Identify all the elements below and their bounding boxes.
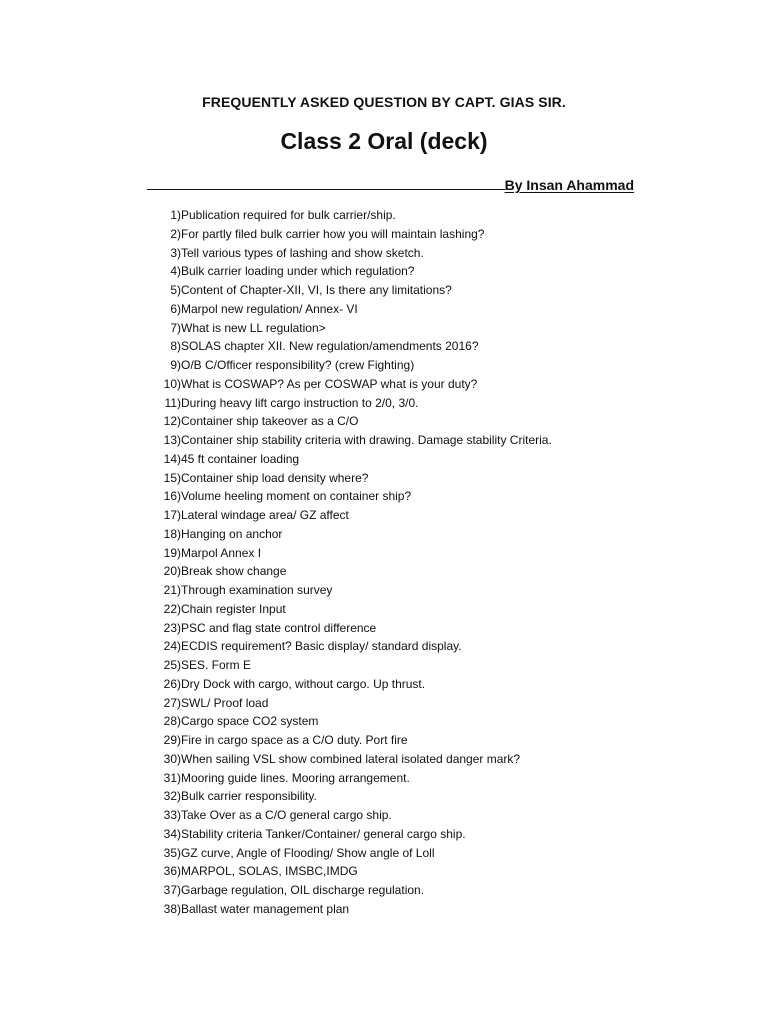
question-number: 11) bbox=[164, 395, 181, 410]
question-text: Marpol new regulation/ Annex- VI bbox=[181, 301, 358, 316]
question-text: Publication required for bulk carrier/ship. bbox=[181, 208, 396, 222]
question-number: 12) bbox=[163, 414, 181, 429]
question-text: MARPOL, SOLAS, IMSBC,IMDG bbox=[181, 864, 358, 879]
question-item bbox=[150, 769, 410, 788]
byline bbox=[133, 176, 634, 193]
question-text: ECDIS requirement? Basic display/ standard display. bbox=[181, 639, 462, 654]
question-number: 7) bbox=[170, 320, 181, 335]
question-text: Volume heeling moment on container ship? bbox=[181, 489, 412, 504]
question-text: Chain register Input bbox=[181, 601, 286, 616]
question-number: 2) bbox=[170, 226, 181, 241]
question-number: 4) bbox=[170, 264, 181, 279]
question-number: 1) bbox=[170, 208, 181, 222]
question-number: 24) bbox=[163, 639, 181, 654]
question-number: 22) bbox=[163, 601, 181, 616]
question-number: 32) bbox=[163, 789, 181, 804]
question-item bbox=[150, 450, 300, 469]
question-number: 19) bbox=[163, 545, 181, 560]
question-text: 45 ft container loading bbox=[181, 451, 300, 466]
question-item bbox=[150, 469, 369, 488]
question-item bbox=[150, 619, 377, 638]
question-number: 10) bbox=[163, 376, 181, 391]
question-text: Tell various types of lashing and show sketch. bbox=[181, 245, 424, 260]
question-item bbox=[150, 656, 252, 675]
question-number: 33) bbox=[163, 808, 181, 822]
question-text: For partly filed bulk carrier how you will maintain lashing? bbox=[181, 226, 485, 241]
question-item bbox=[150, 300, 358, 319]
question-number: 23) bbox=[163, 620, 181, 635]
question-text: Marpol Annex I bbox=[181, 545, 262, 560]
question-item bbox=[150, 487, 412, 506]
question-text: Through examination survey bbox=[181, 583, 333, 597]
question-number: 27) bbox=[163, 695, 181, 710]
question-item bbox=[150, 412, 359, 431]
question-number: 29) bbox=[163, 733, 181, 747]
question-text: SES. Form E bbox=[181, 658, 252, 672]
question-item bbox=[150, 637, 462, 656]
question-number: 26) bbox=[163, 676, 181, 691]
question-item bbox=[150, 581, 333, 600]
question-item bbox=[150, 825, 466, 844]
question-item bbox=[150, 787, 317, 806]
question-item bbox=[150, 262, 415, 281]
question-number: 25) bbox=[163, 658, 181, 672]
question-text: Mooring guide lines. Mooring arrangement. bbox=[181, 770, 410, 785]
question-item bbox=[150, 394, 419, 413]
question-number: 38) bbox=[163, 901, 181, 916]
question-text: Bulk carrier loading under which regulation? bbox=[181, 264, 415, 279]
question-item bbox=[150, 694, 269, 713]
question-number: 3) bbox=[170, 245, 181, 260]
question-number: 21) bbox=[163, 583, 181, 597]
question-text: PSC and flag state control difference bbox=[181, 620, 377, 635]
question-number: 14) bbox=[163, 451, 181, 466]
question-item bbox=[150, 356, 415, 375]
question-number: 5) bbox=[170, 283, 181, 297]
question-text: Content of Chapter-XII, VI, Is there any limitations? bbox=[181, 283, 452, 297]
question-number: 31) bbox=[163, 770, 181, 785]
question-item bbox=[150, 337, 479, 356]
question-text: Container ship stability criteria with drawing. Damage stability Criteria. bbox=[181, 433, 552, 447]
question-text: Fire in cargo space as a C/O duty. Port fire bbox=[181, 733, 408, 747]
question-item bbox=[150, 506, 349, 525]
question-text: O/B C/Officer responsibility? (crew Fighting) bbox=[181, 358, 415, 372]
question-text: SOLAS chapter XII. New regulation/amendments 2016? bbox=[181, 339, 479, 354]
question-text: Stability criteria Tanker/Container/ general cargo ship. bbox=[181, 826, 466, 841]
question-text: Take Over as a C/O general cargo ship. bbox=[181, 808, 392, 822]
question-text: SWL/ Proof load bbox=[181, 695, 269, 710]
question-item bbox=[150, 900, 350, 919]
question-item bbox=[150, 862, 358, 881]
byline-author: By Insan Ahammad bbox=[504, 177, 634, 193]
question-text: Lateral windage area/ GZ affect bbox=[181, 508, 349, 522]
question-text: When sailing VSL show combined lateral isolated danger mark? bbox=[181, 751, 521, 766]
question-text: GZ curve, Angle of Flooding/ Show angle of Loll bbox=[181, 845, 435, 860]
question-text: Container ship load density where? bbox=[181, 470, 369, 485]
question-number: 9) bbox=[170, 358, 181, 372]
question-text: During heavy lift cargo instruction to 2/0, 3/0. bbox=[181, 395, 419, 410]
question-number: 35) bbox=[163, 845, 181, 860]
question-item bbox=[150, 675, 426, 694]
question-text: Ballast water management plan bbox=[181, 901, 350, 916]
question-text: What is new LL regulation> bbox=[181, 320, 326, 335]
question-number: 36) bbox=[163, 864, 181, 879]
question-item bbox=[150, 600, 286, 619]
question-text: Bulk carrier responsibility. bbox=[181, 789, 317, 804]
question-item bbox=[150, 750, 521, 769]
question-item bbox=[150, 319, 326, 338]
question-item bbox=[150, 206, 396, 225]
question-number: 28) bbox=[163, 714, 181, 729]
question-text: Garbage regulation, OIL discharge regulation. bbox=[181, 883, 425, 897]
question-text: Break show change bbox=[181, 564, 287, 579]
question-number: 37) bbox=[163, 883, 181, 897]
question-number: 6) bbox=[170, 301, 181, 316]
question-number: 20) bbox=[163, 564, 181, 579]
question-text: Container ship takeover as a C/O bbox=[181, 414, 359, 429]
question-item bbox=[150, 712, 319, 731]
question-number: 16) bbox=[163, 489, 181, 504]
question-number: 15) bbox=[163, 470, 181, 485]
question-item bbox=[150, 544, 262, 563]
question-item bbox=[150, 525, 283, 544]
question-item bbox=[150, 844, 435, 863]
question-item bbox=[150, 244, 424, 263]
question-item bbox=[150, 281, 452, 300]
document-heading: FREQUENTLY ASKED QUESTION BY CAPT. GIAS SIR. bbox=[202, 94, 566, 110]
question-item bbox=[150, 562, 287, 581]
question-text: Dry Dock with cargo, without cargo. Up thrust. bbox=[181, 676, 426, 691]
question-number: 34) bbox=[163, 826, 181, 841]
question-text: Cargo space CO2 system bbox=[181, 714, 319, 729]
question-number: 8) bbox=[170, 339, 181, 354]
question-item bbox=[150, 881, 425, 900]
question-item bbox=[150, 731, 408, 750]
question-number: 30) bbox=[163, 751, 181, 766]
question-item bbox=[150, 225, 485, 244]
question-item bbox=[150, 806, 392, 825]
document-title: Class 2 Oral (deck) bbox=[280, 128, 488, 154]
question-number: 13) bbox=[163, 433, 181, 447]
question-list bbox=[150, 206, 552, 919]
question-number: 17) bbox=[163, 508, 181, 522]
question-text: Hanging on anchor bbox=[181, 526, 283, 541]
question-number: 18) bbox=[163, 526, 181, 541]
question-text: What is COSWAP? As per COSWAP what is your duty? bbox=[181, 376, 478, 391]
question-item bbox=[150, 375, 478, 394]
question-item bbox=[150, 431, 552, 450]
byline-rule bbox=[147, 176, 505, 190]
